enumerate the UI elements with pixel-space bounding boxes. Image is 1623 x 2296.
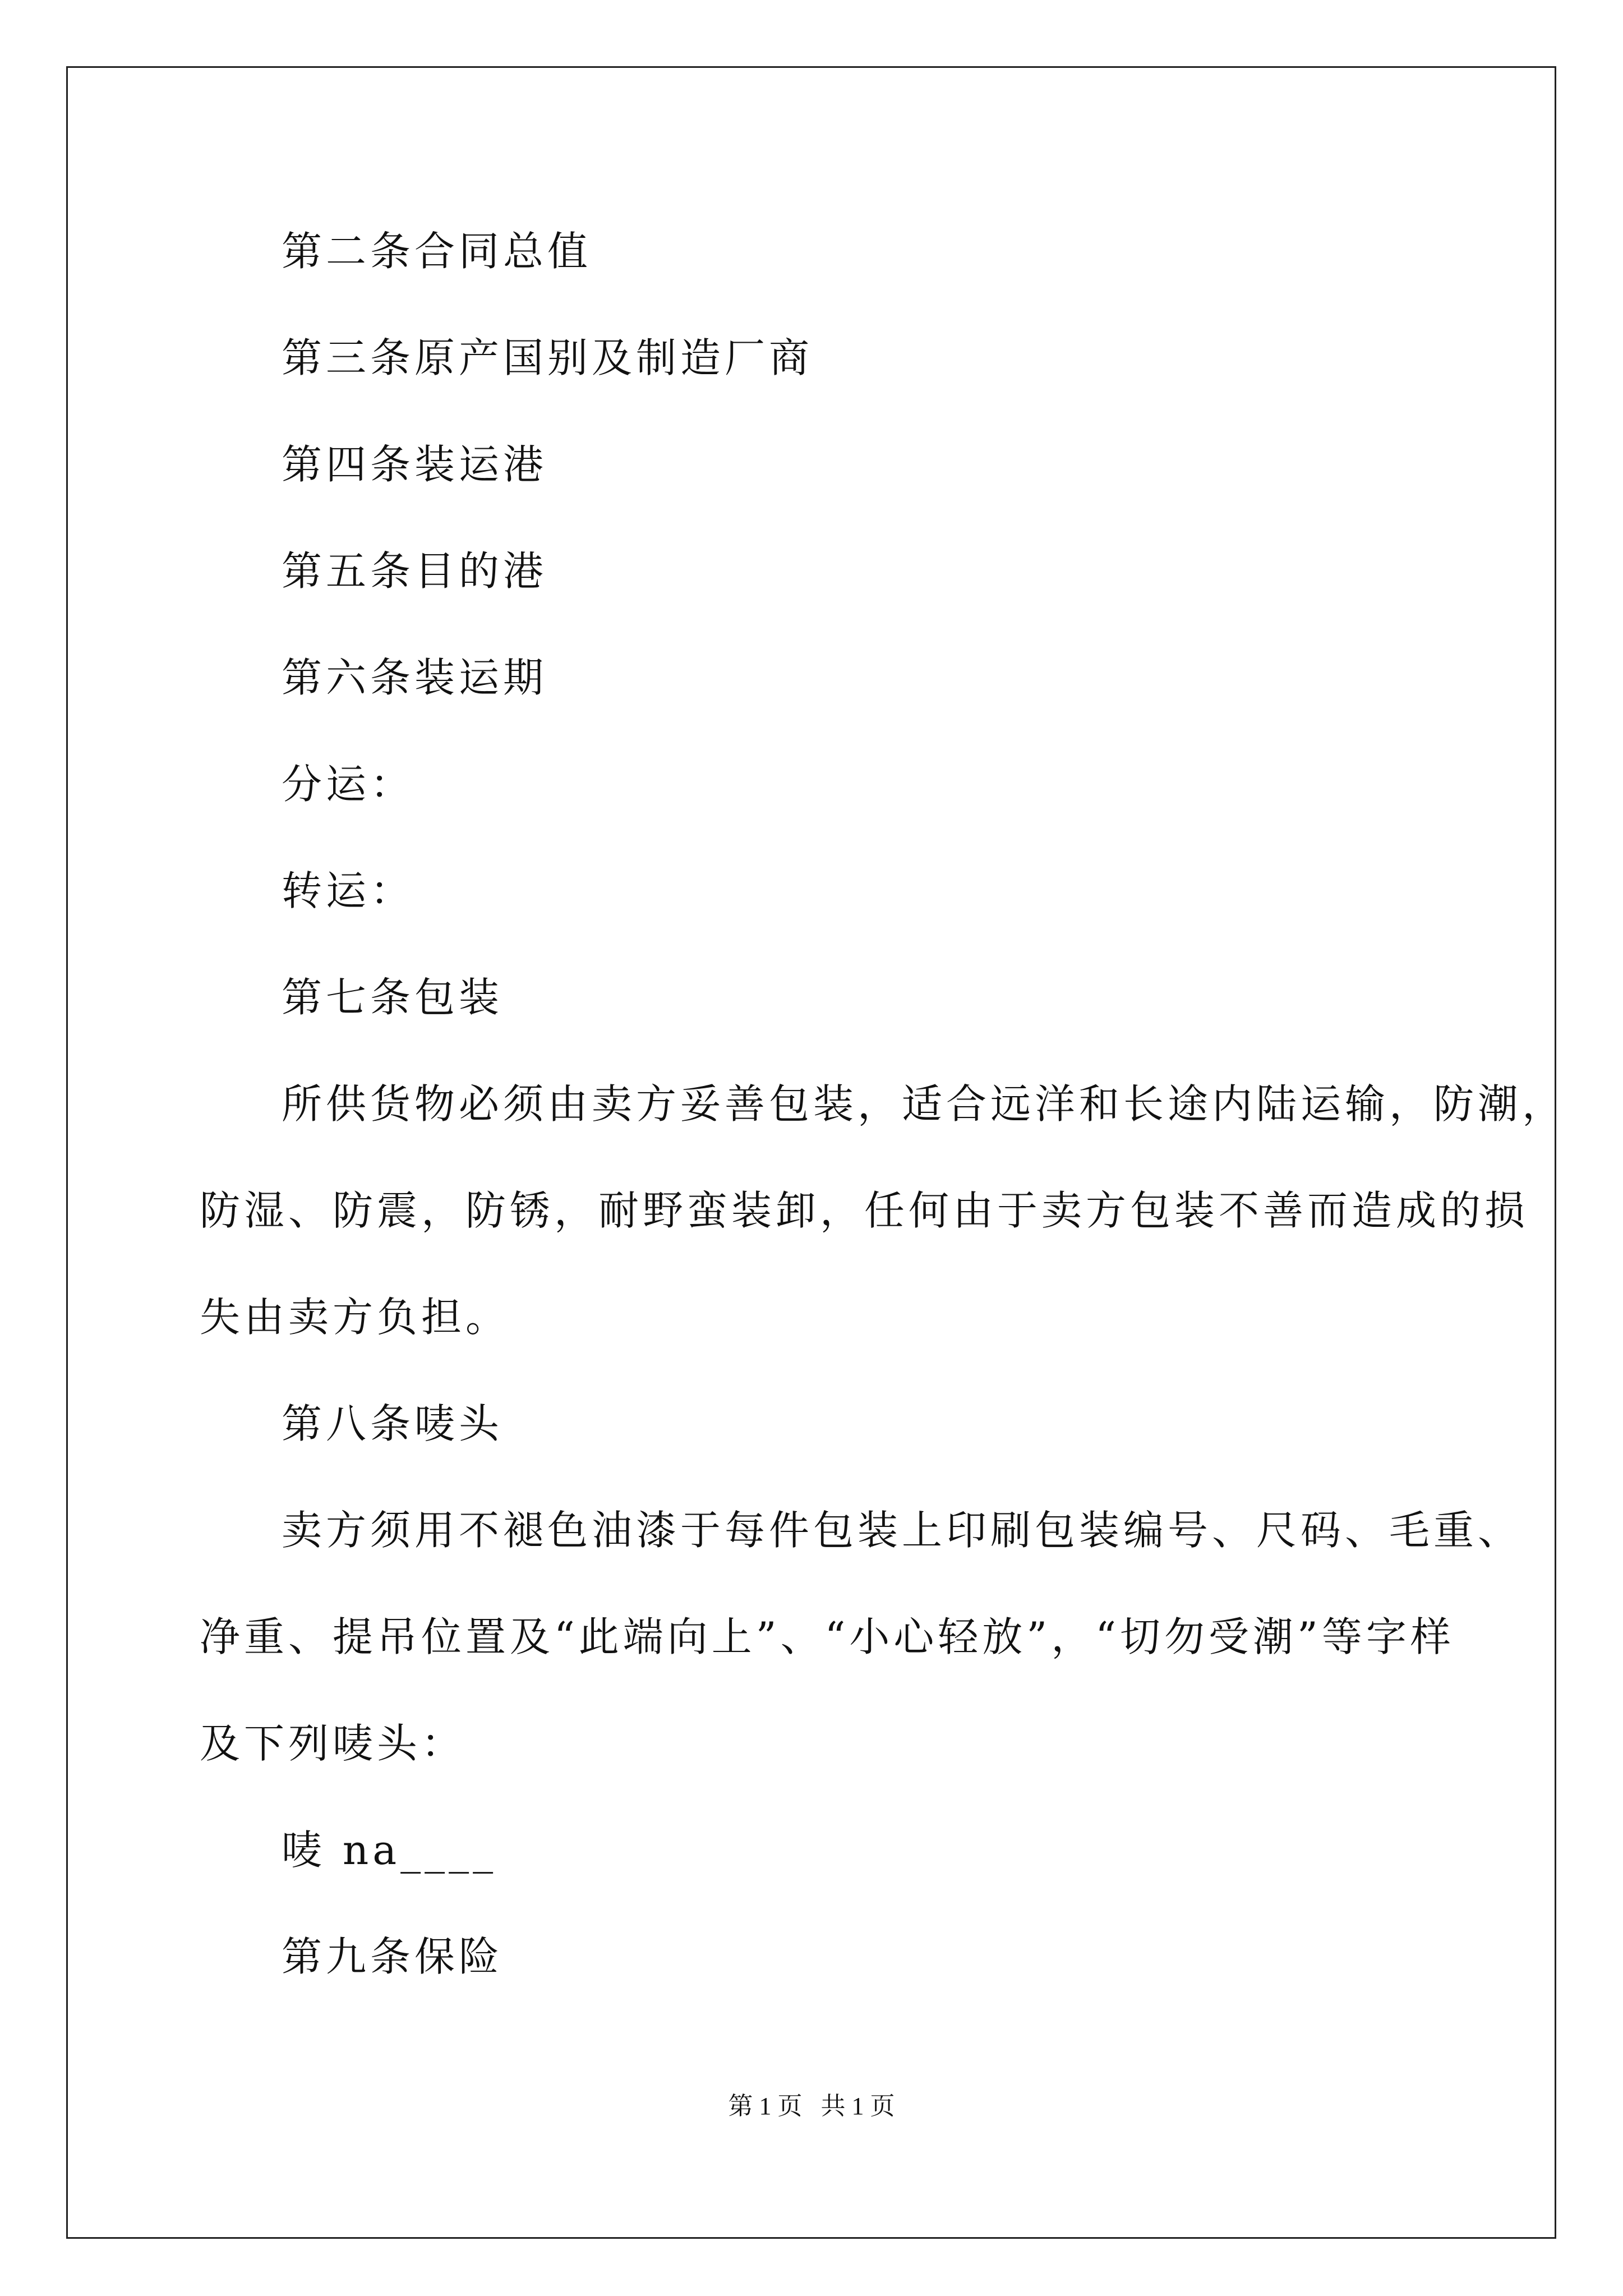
marks-paragraph-line-2: 净重、提吊位置及“此端向上”、“小心轻放”，“切勿受潮”等字样 bbox=[200, 1613, 1455, 1660]
clause-7-heading: 第七条包装 bbox=[282, 974, 504, 1021]
packing-paragraph-line-1: 所供货物必须由卖方妥善包装，适合远洋和长途内陆运输，防潮， bbox=[282, 1080, 1567, 1128]
clause-9-heading: 第九条保险 bbox=[282, 1933, 504, 1980]
partial-shipment-line: 分运： bbox=[282, 761, 415, 808]
packing-paragraph-line-3: 失由卖方负担。 bbox=[200, 1294, 510, 1341]
clause-6-heading: 第六条装运期 bbox=[282, 654, 548, 701]
clause-3-heading: 第三条原产国别及制造厂商 bbox=[282, 334, 814, 381]
clause-2-heading: 第二条合同总值 bbox=[282, 228, 592, 275]
page-number-footer: 第 1 页 共 1 页 bbox=[728, 2092, 895, 2120]
clause-8-heading: 第八条唛头 bbox=[282, 1400, 504, 1447]
packing-paragraph-line-2: 防湿、防震，防锈，耐野蛮装卸，任何由于卖方包装不善而造成的损 bbox=[200, 1187, 1529, 1234]
marks-paragraph-line-1: 卖方须用不褪色油漆于每件包装上印刷包装编号、尺码、毛重、 bbox=[282, 1507, 1523, 1554]
shipping-mark-line: 唛 na____ bbox=[282, 1826, 497, 1874]
clause-4-heading: 第四条装运港 bbox=[282, 441, 548, 488]
page-border bbox=[66, 66, 1556, 2239]
clause-5-heading: 第五条目的港 bbox=[282, 547, 548, 595]
transshipment-line: 转运： bbox=[282, 867, 415, 914]
marks-paragraph-line-3: 及下列唛头： bbox=[200, 1720, 466, 1767]
